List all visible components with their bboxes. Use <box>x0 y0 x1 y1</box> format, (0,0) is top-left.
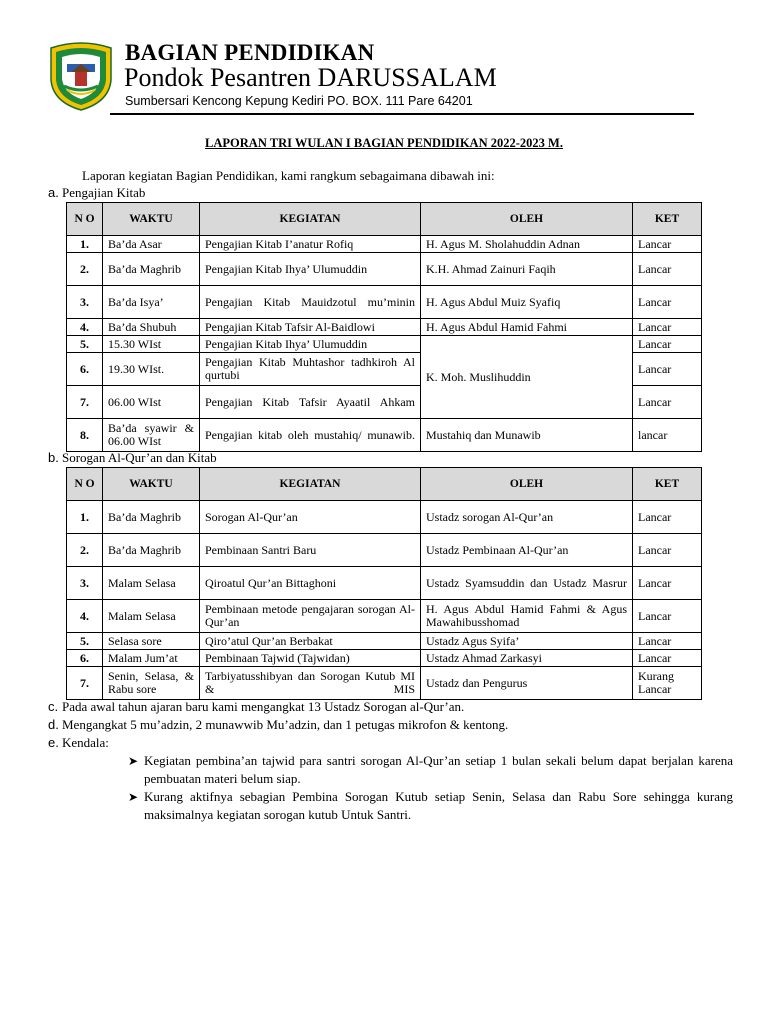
row-oleh: H. Agus Abdul Muiz Syafiq <box>421 286 633 319</box>
row-no: 1. <box>67 236 103 253</box>
row-kegiatan: Pengajian Kitab Muhtashor tadhkiroh Al qurtubi <box>200 353 421 386</box>
col-header-no: N O <box>67 203 103 236</box>
row-kegiatan: Pengajian kitab oleh mustahiq/ munawib. <box>200 419 421 452</box>
row-kegiatan: Pembinaan Santri Baru <box>200 534 421 567</box>
kendala-bullet-text: Kegiatan pembina’an tajwid para santri sorogan Al-Qur’an setiap 1 bulan sekali belum dapat berjalan karena pembuatan materi belum siap. <box>144 753 733 786</box>
col-header-waktu: WAKTU <box>103 203 200 236</box>
row-waktu: Ba’da syawir & 06.00 WIst <box>103 419 200 452</box>
row-no: 5. <box>67 336 103 353</box>
pesantren-emblem-icon <box>45 40 117 112</box>
col-header-ket: KET <box>633 468 702 501</box>
col-header-kegiatan: KEGIATAN <box>200 203 421 236</box>
row-waktu: Selasa sore <box>103 633 200 650</box>
row-no: 1. <box>67 501 103 534</box>
row-oleh: K.H. Ahmad Zainuri Faqih <box>421 253 633 286</box>
row-kegiatan: Pengajian Kitab Mauidzotul mu’minin <box>200 286 421 319</box>
table-row <box>67 567 702 600</box>
row-ket: Lancar <box>633 319 702 336</box>
row-kegiatan: Tarbiyatusshibyan dan Sorogan Kutub MI & MIS <box>200 667 421 700</box>
section-b-marker: b. <box>48 450 59 465</box>
row-waktu: 19.30 WIst. <box>103 353 200 386</box>
row-kegiatan: Pengajian Kitab I’anatur Rofiq <box>200 236 421 253</box>
row-ket: Lancar <box>633 501 702 534</box>
row-no: 7. <box>67 386 103 419</box>
row-kegiatan: Pembinaan Tajwid (Tajwidan) <box>200 650 421 667</box>
table-row <box>67 319 702 336</box>
row-no: 4. <box>67 319 103 336</box>
document-title: LAPORAN TRI WULAN I BAGIAN PENDIDIKAN 2022-2023 M. <box>205 136 563 150</box>
row-no: 2. <box>67 534 103 567</box>
section-a-marker: a. <box>48 185 59 200</box>
institution-title: BAGIAN PENDIDIKAN <box>125 40 375 65</box>
table-row <box>67 667 702 700</box>
row-ket: Lancar <box>633 650 702 667</box>
row-no: 6. <box>67 650 103 667</box>
table-row <box>67 286 702 319</box>
item-e <box>48 735 109 751</box>
row-kegiatan: Qiroatul Qur’an Bittaghoni <box>200 567 421 600</box>
row-ket: Lancar <box>633 353 702 386</box>
table-header-row <box>67 203 702 236</box>
row-ket: Lancar <box>633 567 702 600</box>
item-d <box>48 717 508 733</box>
row-waktu: 15.30 WIst <box>103 336 200 353</box>
row-waktu: Ba’da Maghrib <box>103 534 200 567</box>
row-no: 2. <box>67 253 103 286</box>
letterhead-divider <box>110 113 694 115</box>
table-row <box>67 501 702 534</box>
row-waktu: 06.00 WIst <box>103 386 200 419</box>
table-row <box>67 633 702 650</box>
row-no: 6. <box>67 353 103 386</box>
table-row <box>67 236 702 253</box>
item-d-text: Mengangkat 5 mu’adzin, 2 munawwib Mu’adzin, dan 1 petugas mikrofon & kentong. <box>62 717 509 732</box>
row-ket: Lancar <box>633 534 702 567</box>
kendala-bullet <box>128 752 733 788</box>
item-e-marker: e. <box>48 735 59 750</box>
table-row <box>67 600 702 633</box>
row-kegiatan: Sorogan Al-Qur’an <box>200 501 421 534</box>
row-waktu: Malam Selasa <box>103 600 200 633</box>
institution-name: Pondok Pesantren DARUSSALAM <box>124 63 497 92</box>
col-header-no: N O <box>67 468 103 501</box>
sorogan-table <box>66 467 702 700</box>
row-oleh: Mustahiq dan Munawib <box>421 419 633 452</box>
kendala-bullet-text: Kurang aktifnya sebagian Pembina Sorogan Kutub setiap Senin, Selasa dan Rabu Sore sehingga kurang maksimalnya kegiatan sorogan kutub Untuk Santri. <box>144 789 733 822</box>
row-no: 5. <box>67 633 103 650</box>
row-kegiatan: Pengajian Kitab Tafsir Ayaatil Ahkam <box>200 386 421 419</box>
kitab-table <box>66 202 702 452</box>
row-oleh: Ustadz Pembinaan Al-Qur’an <box>421 534 633 567</box>
row-oleh: Ustadz sorogan Al-Qur’an <box>421 501 633 534</box>
row-ket: Kurang Lancar <box>633 667 702 700</box>
row-no: 7. <box>67 667 103 700</box>
table-row <box>67 253 702 286</box>
row-no: 3. <box>67 286 103 319</box>
section-a-heading <box>48 185 145 201</box>
row-oleh: H. Agus M. Sholahuddin Adnan <box>421 236 633 253</box>
row-oleh: Ustadz Agus Syifa’ <box>421 633 633 650</box>
item-c-text: Pada awal tahun ajaran baru kami mengangkat 13 Ustadz Sorogan al-Qur’an. <box>62 699 465 714</box>
col-header-oleh: OLEH <box>421 468 633 501</box>
row-ket: Lancar <box>633 600 702 633</box>
row-kegiatan: Pengajian Kitab Ihya’ Ulumuddin <box>200 336 421 353</box>
item-c-marker: c. <box>48 699 59 714</box>
arrowhead-bullet-icon: ➤ <box>128 754 139 768</box>
row-kegiatan: Pengajian Kitab Tafsir Al-Baidlowi <box>200 319 421 336</box>
row-oleh: Ustadz dan Pengurus <box>421 667 633 700</box>
row-no: 8. <box>67 419 103 452</box>
row-ket: Lancar <box>633 286 702 319</box>
row-kegiatan: Pengajian Kitab Ihya’ Ulumuddin <box>200 253 421 286</box>
row-waktu: Malam Selasa <box>103 567 200 600</box>
col-header-kegiatan: KEGIATAN <box>200 468 421 501</box>
row-kegiatan: Qiro’atul Qur’an Berbakat <box>200 633 421 650</box>
arrowhead-bullet-icon: ➤ <box>128 790 139 804</box>
row-waktu: Ba’da Isya’ <box>103 286 200 319</box>
intro-paragraph: Laporan kegiatan Bagian Pendidikan, kami rangkum sebagaimana dibawah ini: <box>82 168 495 183</box>
table-row <box>67 419 702 452</box>
section-b-title: Sorogan Al-Qur’an dan Kitab <box>62 450 217 465</box>
col-header-waktu: WAKTU <box>103 468 200 501</box>
row-waktu: Ba’da Maghrib <box>103 253 200 286</box>
row-waktu: Malam Jum’at <box>103 650 200 667</box>
row-ket: Lancar <box>633 253 702 286</box>
row-oleh: H. Agus Abdul Hamid Fahmi <box>421 319 633 336</box>
row-waktu: Senin, Selasa, & Rabu sore <box>103 667 200 700</box>
col-header-oleh: OLEH <box>421 203 633 236</box>
item-e-title: Kendala: <box>62 735 109 750</box>
row-oleh: H. Agus Abdul Hamid Fahmi & Agus Mawahibusshomad <box>421 600 633 633</box>
kendala-bullet <box>128 788 733 824</box>
table-row <box>67 650 702 667</box>
table-row <box>67 534 702 567</box>
institution-address: Sumbersari Kencong Kepung Kediri PO. BOX. 111 Pare 64201 <box>125 94 473 108</box>
item-c <box>48 699 464 715</box>
section-b-heading <box>48 450 217 466</box>
section-a-title: Pengajian Kitab <box>62 185 146 200</box>
row-kegiatan: Pembinaan metode pengajaran sorogan Al-Qur’an <box>200 600 421 633</box>
item-d-marker: d. <box>48 717 59 732</box>
table-header-row <box>67 468 702 501</box>
row-no: 4. <box>67 600 103 633</box>
row-ket: Lancar <box>633 236 702 253</box>
row-oleh-merged: K. Moh. Muslihuddin <box>421 336 633 419</box>
row-ket: lancar <box>633 419 702 452</box>
row-waktu: Ba’da Asar <box>103 236 200 253</box>
row-no: 3. <box>67 567 103 600</box>
col-header-ket: KET <box>633 203 702 236</box>
row-ket: Lancar <box>633 336 702 353</box>
table-row <box>67 336 702 353</box>
row-ket: Lancar <box>633 386 702 419</box>
row-ket: Lancar <box>633 633 702 650</box>
row-oleh: Ustadz Ahmad Zarkasyi <box>421 650 633 667</box>
row-oleh: Ustadz Syamsuddin dan Ustadz Masrur <box>421 567 633 600</box>
row-waktu: Ba’da Shubuh <box>103 319 200 336</box>
row-waktu: Ba’da Maghrib <box>103 501 200 534</box>
